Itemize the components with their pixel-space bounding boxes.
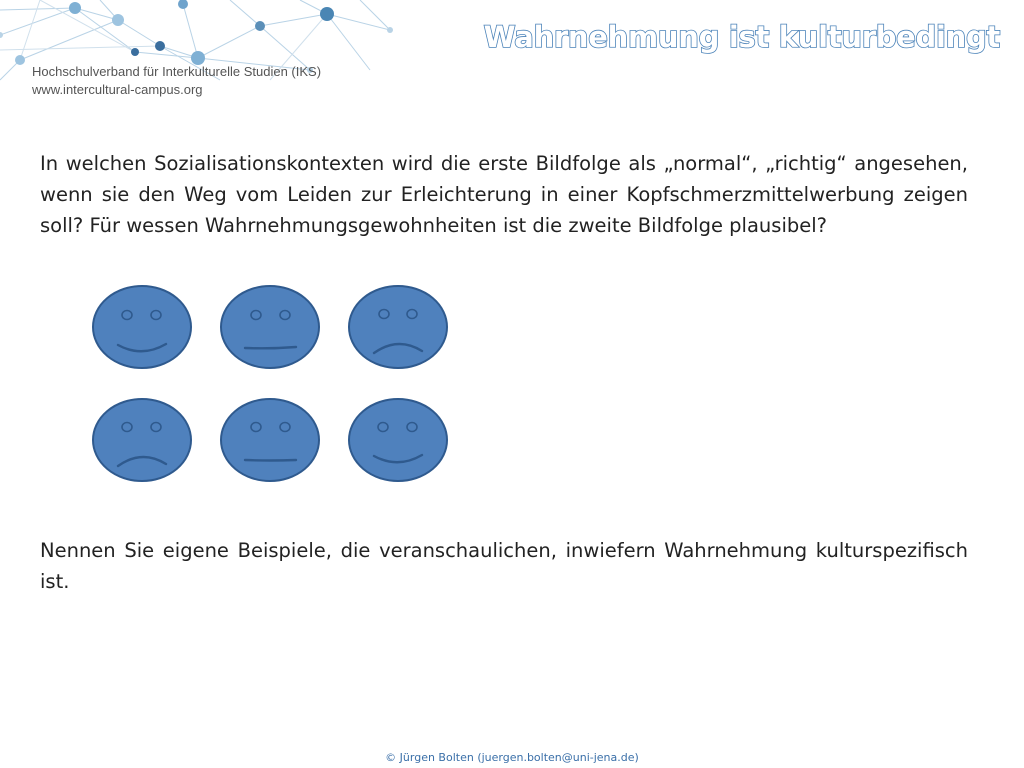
smiley-sequences [90,284,452,486]
neutral-face-icon [221,286,319,368]
smile-face-icon [93,286,191,368]
frown-face-icon [349,286,447,368]
footer-copyright: © Jürgen Bolten (juergen.bolten@uni-jena.de) [385,751,639,764]
smile-face-icon [349,399,447,481]
frown-face-icon [93,399,191,481]
face-row-2 [93,399,447,481]
question-paragraph: In welchen Sozialisationskontexten wird die erste Bildfolge als „normal“, „richtig“ angesehen, wenn sie den Weg vom Leiden zur Erleichterung in einer Kopfschmerzmittelwerbung zeigen soll? Für wessen Wahrnehmungsgewohnheiten ist die zweite Bildfolge plausibel? [40,152,968,237]
task-paragraph: Nennen Sie eigene Beispiele, die veranschaulichen, inwiefern Wahrnehmung kulturspezifisch ist. [40,539,968,593]
neutral-face-icon [221,399,319,481]
slide-title: Wahrnehmung ist kulturbedingt [483,20,1000,54]
face-row-1 [93,286,447,368]
org-name: Hochschulverband für Interkulturelle Studien (IKS) [32,64,322,79]
org-url: www.intercultural-campus.org [32,82,203,97]
